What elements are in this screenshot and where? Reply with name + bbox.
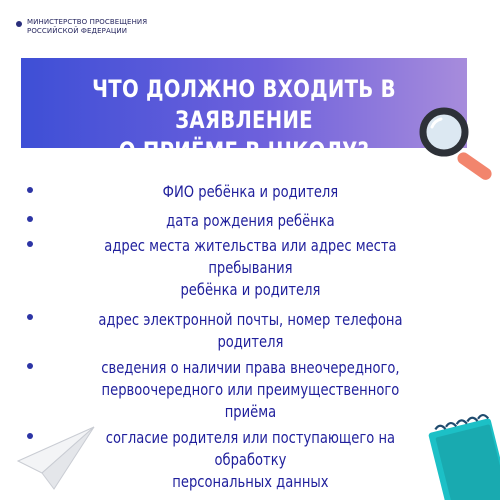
list-item: [21, 357, 461, 423]
bullet-icon: [27, 241, 33, 247]
list-item: [21, 181, 461, 203]
magnifier-icon: [412, 103, 498, 189]
page-title-line: ЧТО ДОЛЖНО ВХОДИТЬ В ЗАЯВЛЕНИЕ: [92, 75, 396, 134]
paper-plane-icon: [16, 421, 96, 491]
ministry-header: [16, 18, 216, 36]
magnifier-handle: [455, 150, 494, 182]
list-item-line: ребёнка и родителя: [180, 280, 321, 299]
emblem-icon: [16, 21, 22, 27]
list-item-line: дата рождения ребёнка: [166, 211, 335, 230]
list-item-line: первоочередного или преимущественного приёма: [101, 380, 400, 421]
list-item-line: персональных данных: [172, 472, 329, 491]
list-item: [21, 309, 461, 353]
ministry-line: МИНИСТЕРСТВО ПРОСВЕЩЕНИЯ: [27, 18, 148, 26]
list-item-line: сведения о наличии права внеочередного,: [101, 358, 400, 377]
list-item-text: [61, 210, 422, 232]
bullet-icon: [27, 187, 33, 193]
list-item-line: адрес места жительства или адрес места пребывания: [104, 236, 397, 277]
ministry-line: РОССИЙСКОЙ ФЕДЕРАЦИИ: [27, 27, 128, 35]
list-item-line: адрес электронной почты, номер телефона родителя: [98, 310, 403, 351]
list-item: [21, 235, 461, 301]
bullet-icon: [27, 314, 33, 320]
list-item-line: согласие родителя или поступающего на обработку: [105, 428, 396, 469]
ministry-name: [27, 18, 147, 36]
page-title: [61, 74, 427, 167]
bullet-icon: [27, 216, 33, 222]
list-item-text: [61, 427, 422, 493]
list-item-text: [61, 357, 422, 423]
list-item: [21, 210, 461, 232]
list-item-text: [61, 181, 422, 203]
bullet-icon: [27, 363, 33, 369]
title-banner: [21, 58, 467, 165]
list-item-text: [61, 235, 422, 301]
list-item-line: ФИО ребёнка и родителя: [162, 182, 339, 201]
notebook-icon: [422, 402, 500, 500]
list-item-text: [61, 309, 422, 353]
page-title-line: О ПРИЁМЕ В ШКОЛУ?: [118, 137, 370, 165]
